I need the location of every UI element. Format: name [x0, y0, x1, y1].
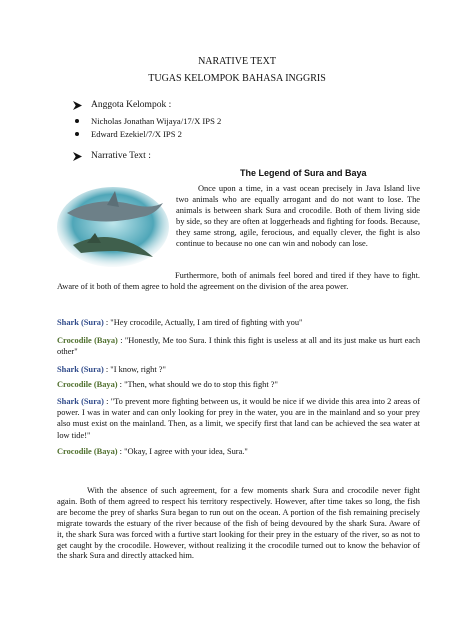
narrative-heading-text: Narrative Text : — [91, 151, 151, 161]
narrative-section-heading — [73, 151, 151, 161]
dialogue-text: : "Honestly, Me too Sura. I think this fight is useless at all and its just make us hurt each other" — [57, 336, 421, 357]
speaker-shark: Shark (Sura) — [57, 397, 104, 406]
dialogue-line — [57, 379, 420, 390]
story-paragraph: With the absence of such agreement, for a few moments shark Sura and crocodile never fight again. Both of them agreed to respect his territory respectively. However, after time takes so long, the fish are become the prey of sharks Sura began to run out on the ocean. A portion of the fish remaining precisely migrate towards the estuary of the river because of the fish of being devoured by the shark Sura. Aware of it, the shark Sura was forced with a furtive start looking for their prey in the estuary of the river, so as not to get caught by the crocodile. However, without realizing it the crocodile turned out to know the behavior of the shark Sura and directly attacked him. — [57, 486, 420, 561]
speaker-crocodile: Crocodile (Baya) — [57, 380, 118, 389]
story-paragraph: Furthermore, both of animals feel bored and tired if they have to fight. Aware of it both of them agree to hold the agreement on the division of the area power. — [57, 271, 420, 291]
round-bullet-icon — [75, 119, 79, 123]
dialogue-text: : "Then, what should we do to stop this fight ?" — [119, 380, 278, 389]
member-name: Edward Ezekiel/7/X IPS 2 — [91, 129, 182, 139]
dialogue-line — [57, 335, 420, 357]
speaker-crocodile: Crocodile (Baya) — [57, 447, 118, 456]
arrowhead-bullet-icon — [73, 152, 82, 161]
dialogue-text: : "Hey crocodile, Actually, I am tired of fighting with you" — [105, 318, 303, 327]
members-heading-text: Anggota Kelompok : — [91, 100, 172, 110]
doc-subtitle: TUGAS KELOMPOK BAHASA INGGRIS — [148, 73, 326, 84]
shark-crocodile-illustration — [57, 183, 170, 268]
dialogue-line — [57, 396, 420, 441]
member-item — [73, 116, 221, 126]
dialogue-line — [57, 364, 420, 375]
speaker-crocodile: Crocodile (Baya) — [57, 336, 118, 345]
dialogue-line — [57, 317, 420, 328]
members-section-heading — [73, 100, 171, 110]
speaker-shark: Shark (Sura) — [57, 365, 104, 374]
dialogue-line — [57, 446, 420, 457]
story-paragraph: Once upon a time, in a vast ocean precisely in Java Island live two animals who are equally arrogant and do not want to lose. The animals is between shark Sura and crocodile. Both of them living side by side, so they are often at loggerheads and fighting for foods. Because, they same strong, agile, ferocious, and equally clever, the fight is also continue to because no one can win and nobody can lose. — [176, 184, 420, 248]
arrowhead-bullet-icon — [73, 101, 82, 110]
story-title: The Legend of Sura and Baya — [240, 168, 367, 178]
round-bullet-icon — [75, 132, 79, 136]
speaker-shark: Shark (Sura) — [57, 318, 104, 327]
dialogue-text: : "To prevent more fighting between us, it would be nice if we divide this area into 2 areas of power. I was in water and can only looking for prey in the water, you are in the mainland and so your prey also must exist on the mainland. Then, as a limit, we specify first that land can be achieved the sea water at low tide!" — [57, 397, 420, 440]
dialogue-text: : "Okay, I agree with your idea, Sura." — [119, 447, 248, 456]
member-name: Nicholas Jonathan Wijaya/17/X IPS 2 — [91, 116, 222, 126]
member-item — [73, 129, 182, 139]
doc-title: NARATIVE TEXT — [198, 56, 276, 67]
dialogue-text: : "I know, right ?" — [105, 365, 166, 374]
